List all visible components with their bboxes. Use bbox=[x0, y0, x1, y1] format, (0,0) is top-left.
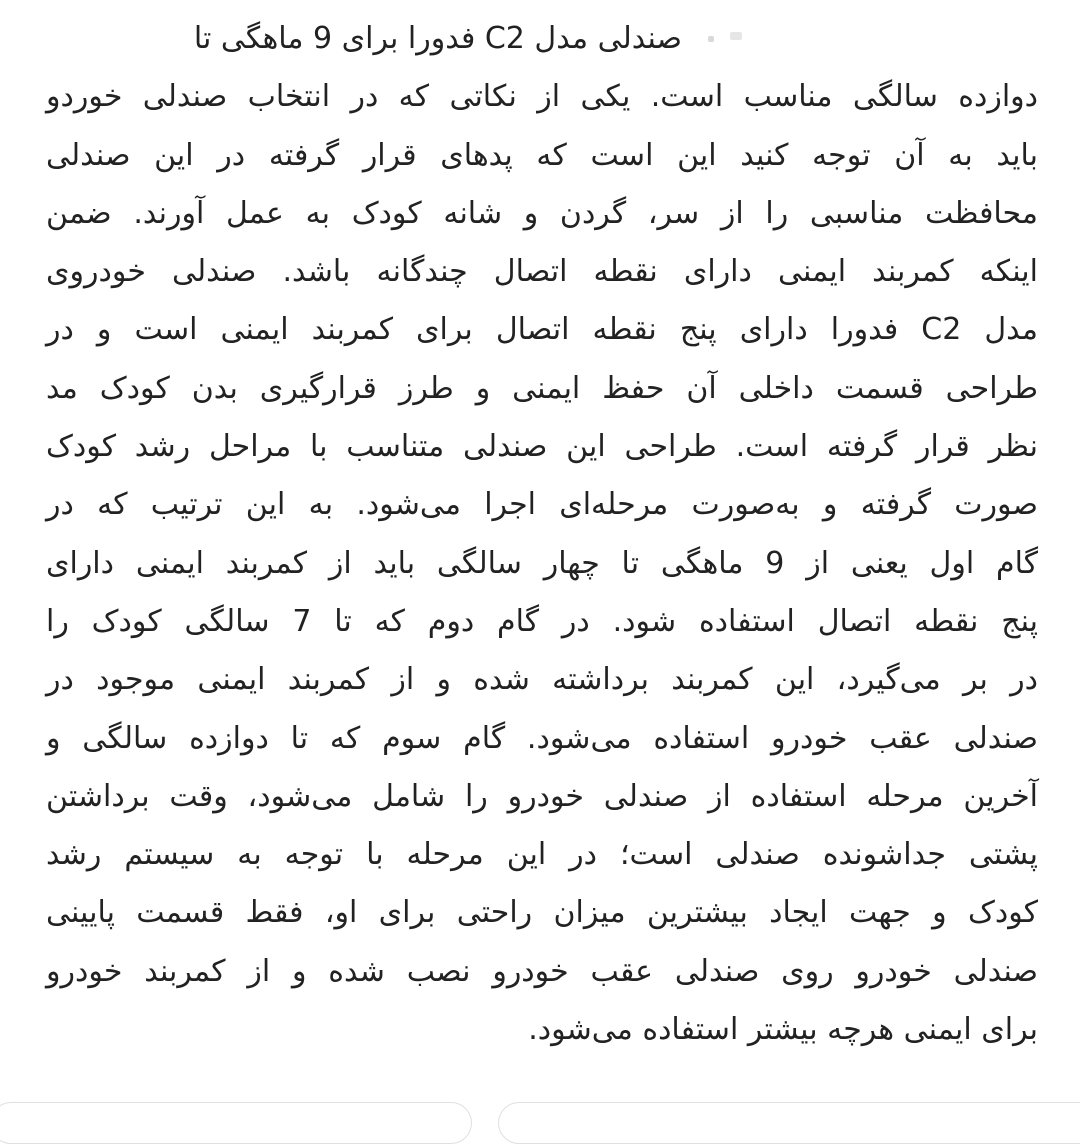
article-line: گام اول یعنی از 9 ماهگی تا چهار سالگی باید از کمربند ایمنی دارای bbox=[46, 545, 1038, 581]
article-line: کودک و جهت ایجاد بیشترین میزان راحتی برای او، فقط قسمت پایینی bbox=[46, 895, 1038, 931]
article-line: نظر قرار گرفته است. طراحی این صندلی متناسب با مراحل رشد کودک bbox=[46, 429, 1038, 465]
article-line: پنج نقطه اتصال استفاده شود. در گام دوم که تا 7 سالگی کودک را bbox=[46, 603, 1038, 639]
article-line: صندلی مدل C2 فدورا برای 9 ماهگی تا bbox=[193, 21, 682, 56]
article-body bbox=[46, 10, 1038, 1059]
article-line: صندلی خودرو روی صندلی عقب خودرو نصب شده و از کمربند خودرو bbox=[46, 953, 1038, 989]
bottom-card[interactable] bbox=[0, 1102, 472, 1144]
bottom-card-row bbox=[0, 1094, 1080, 1106]
article-line: صندلی عقب خودرو استفاده می‌شود. گام سوم که تا دوازده سالگی و bbox=[46, 720, 1038, 756]
article-line: برای ایمنی هرچه بیشتر استفاده می‌شود. bbox=[528, 1012, 1038, 1048]
article-line: صورت گرفته و به‌صورت مرحله‌ای اجرا می‌شود. به این ترتیب که در bbox=[46, 487, 1038, 523]
article-line: دوازده سالگی مناسب است. یکی از نکاتی که در انتخاب صندلی خوردو bbox=[46, 79, 1038, 115]
article-line: محافظت مناسبی را از سر، گردن و شانه کودک به عمل آورند. ضمن bbox=[46, 195, 1038, 231]
article-line: آخرین مرحله استفاده از صندلی خودرو را شامل می‌شود، وقت برداشتن bbox=[46, 778, 1038, 814]
article-line: اینکه کمربند ایمنی دارای نقطه اتصال چندگانه باشد. صندلی خودروی bbox=[46, 254, 1038, 290]
article-line: در بر می‌گیرد، این کمربند برداشته شده و از کمربند ایمنی موجود در bbox=[46, 662, 1038, 698]
article-line: مدل C2 فدورا دارای پنج نقطه اتصال برای کمربند ایمنی است و در bbox=[46, 312, 1038, 348]
article-line: طراحی قسمت داخلی آن حفظ ایمنی و طرز قرارگیری بدن کودک مد bbox=[46, 370, 1038, 406]
bottom-card[interactable] bbox=[498, 1102, 1080, 1144]
article-line: پشتی جداشونده صندلی است؛ در این مرحله با توجه به سیستم رشد bbox=[46, 837, 1038, 873]
article-line: باید به آن توجه کنید این است که پدهای قرار گرفته در این صندلی bbox=[46, 137, 1038, 173]
